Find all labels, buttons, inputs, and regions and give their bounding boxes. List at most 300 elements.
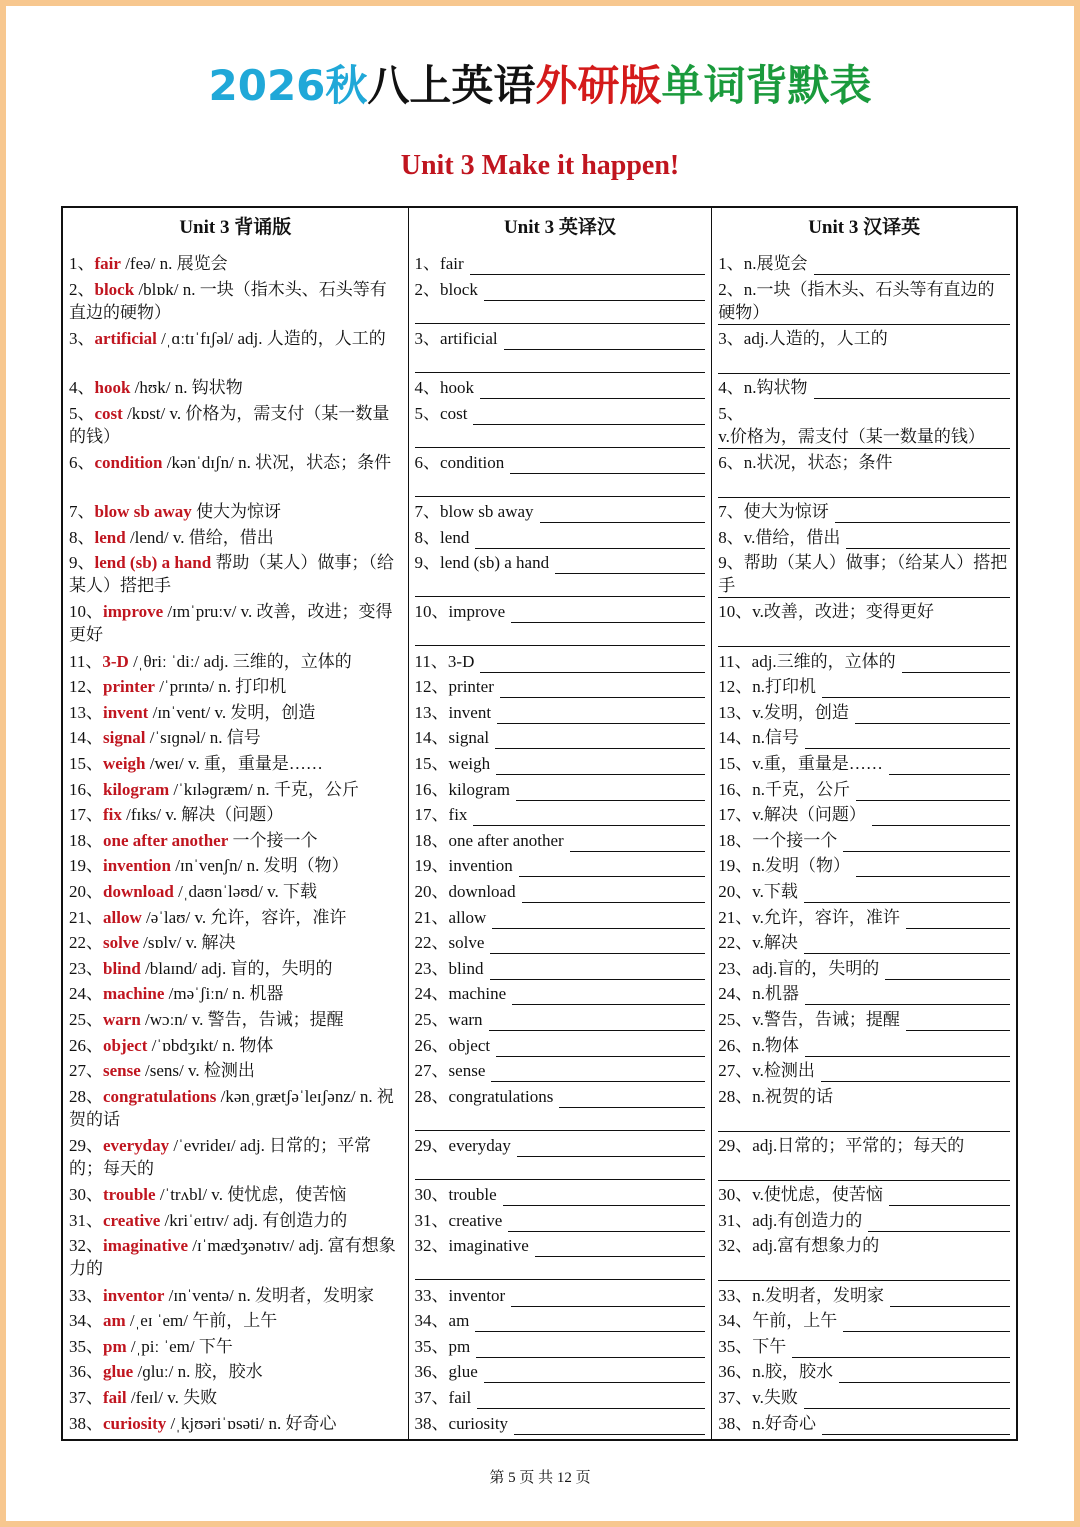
cn-to-en-entry xyxy=(718,1412,1010,1435)
recite-entry xyxy=(69,1234,402,1280)
answer-blank-line[interactable] xyxy=(718,1117,1010,1132)
en-to-cn-entry xyxy=(415,376,706,399)
fill-row xyxy=(718,829,1010,852)
entry-number: 29、 xyxy=(69,1136,103,1155)
answer-blank-line[interactable] xyxy=(415,358,706,373)
answer-blank-line[interactable] xyxy=(415,309,706,324)
recite-column xyxy=(63,208,408,1439)
vocab-word: trouble xyxy=(103,1185,156,1205)
fill-row xyxy=(718,1412,1010,1435)
vocab-word: signal xyxy=(103,728,146,748)
answer-blank[interactable] xyxy=(843,1315,1010,1332)
title-part: 2026秋 xyxy=(208,61,368,110)
entry-number: 13、 xyxy=(414,702,449,722)
answer-blank-line[interactable] xyxy=(718,483,1010,498)
vocab-word: am xyxy=(103,1311,126,1331)
recite-entry xyxy=(69,500,402,523)
en-to-cn-entry xyxy=(415,1335,706,1358)
fill-row xyxy=(415,752,706,775)
vocab-word: printer xyxy=(103,677,155,697)
answer-blank[interactable] xyxy=(792,1341,1010,1358)
answer-blank[interactable] xyxy=(490,937,705,954)
entry-number: 26、 xyxy=(414,1035,449,1055)
cn-to-en-entry xyxy=(718,1234,1010,1283)
cn-to-en-entry xyxy=(718,957,1010,980)
entry-number: 5、 xyxy=(69,403,95,423)
answer-blank[interactable] xyxy=(856,860,1010,877)
fill-row xyxy=(718,906,1010,929)
recite-entry xyxy=(69,701,402,724)
answer-blank[interactable] xyxy=(822,1418,1010,1435)
answer-blank[interactable] xyxy=(885,963,1010,980)
recite-entry xyxy=(69,1034,402,1057)
prompt-word: glue xyxy=(448,1362,478,1382)
fill-row xyxy=(718,957,1010,980)
entry-number: 23、 xyxy=(718,958,753,978)
fill-row xyxy=(415,376,706,399)
prompt-word: printer xyxy=(448,677,494,697)
recite-entry xyxy=(69,451,402,474)
entry-number: 30、 xyxy=(414,1185,449,1205)
recite-entry xyxy=(69,650,402,673)
en-to-cn-column xyxy=(408,208,712,1439)
answer-blank[interactable] xyxy=(473,408,705,425)
answer-blank[interactable] xyxy=(805,988,1010,1005)
answer-blank-line[interactable] xyxy=(718,359,1010,374)
vocab-word: congratulations xyxy=(103,1086,217,1106)
answer-blank[interactable] xyxy=(519,860,706,877)
vocab-word: blow sb away xyxy=(94,502,192,521)
answer-blank[interactable] xyxy=(491,1065,705,1082)
answer-blank[interactable] xyxy=(490,963,706,980)
en-to-cn-entry xyxy=(415,1008,706,1031)
answer-blank[interactable] xyxy=(510,457,705,474)
entry-number: 17、 xyxy=(414,805,449,825)
answer-blank[interactable] xyxy=(492,912,705,929)
en-to-cn-entry xyxy=(415,451,706,497)
entry-number: 34、 xyxy=(69,1311,103,1331)
answer-blank-line[interactable] xyxy=(415,631,706,646)
answer-blank[interactable] xyxy=(868,1215,1010,1232)
answer-blank[interactable] xyxy=(906,912,1010,929)
en-to-cn-entry xyxy=(415,1386,706,1409)
answer-blank-line[interactable] xyxy=(415,1265,706,1280)
answer-blank[interactable] xyxy=(839,1366,1010,1383)
en-to-cn-entry xyxy=(415,1034,706,1057)
entry-number: 3、 xyxy=(414,328,441,348)
entry-number: 25、 xyxy=(69,1010,103,1029)
answer-blank[interactable] xyxy=(508,1215,705,1232)
answer-blank-line[interactable] xyxy=(718,1266,1010,1281)
fill-row xyxy=(718,500,1010,523)
vocab-word: everyday xyxy=(103,1136,170,1155)
entry-number: 8、 xyxy=(718,527,744,547)
prompt-meaning: v.借给，借出 xyxy=(743,527,841,547)
fill-row xyxy=(415,551,706,574)
answer-blank-line[interactable] xyxy=(415,433,706,448)
entry-number: 33、 xyxy=(69,1285,103,1305)
entry-definition: /ˈtrʌbl/ v. 使忧虑，使苦恼 xyxy=(155,1185,347,1205)
en-to-cn-entry xyxy=(415,803,706,826)
fill-row xyxy=(415,451,706,474)
entry-number: 22、 xyxy=(414,933,449,953)
entry-number: 36、 xyxy=(718,1362,753,1382)
prompt-word: fair xyxy=(440,254,464,273)
cn-to-en-entry xyxy=(718,880,1010,903)
page-number: 第 5 页 共 12 页 xyxy=(489,1470,591,1486)
fill-row xyxy=(415,880,706,903)
answer-blank-line[interactable] xyxy=(718,1166,1010,1181)
entry-definition: /weɪ/ v. 重，重量是…… xyxy=(145,754,323,773)
vocab-word: glue xyxy=(103,1362,134,1382)
en-to-cn-entry xyxy=(415,957,706,980)
en-to-cn-entry xyxy=(415,906,706,929)
answer-blank[interactable] xyxy=(890,1290,1010,1307)
cn-to-en-entry xyxy=(718,1360,1010,1383)
vocab-word: 3-D xyxy=(102,651,129,671)
answer-blank[interactable] xyxy=(497,707,705,724)
prompt-word: weigh xyxy=(448,754,491,773)
recite-entry xyxy=(69,1309,402,1332)
vocab-word: solve xyxy=(103,933,139,953)
answer-blank-line[interactable] xyxy=(718,310,1010,325)
vocab-word: artificial xyxy=(94,328,157,348)
entry-number: 18、 xyxy=(718,830,753,850)
prompt-meaning: adj.人造的，人工的 xyxy=(743,328,888,348)
answer-blank-line[interactable] xyxy=(415,1165,706,1180)
en-to-cn-entry xyxy=(415,1360,706,1383)
answer-blank[interactable] xyxy=(889,1189,1010,1206)
answer-blank[interactable] xyxy=(500,681,705,698)
prompt-word: object xyxy=(448,1035,491,1055)
entry-number: 10、 xyxy=(718,602,753,622)
answer-blank[interactable] xyxy=(902,656,1010,673)
recite-entry xyxy=(69,526,402,549)
entry-definition: /ɪnˈvent/ v. 发明，创造 xyxy=(148,702,316,722)
entry-number: 12、 xyxy=(718,677,753,697)
answer-blank[interactable] xyxy=(489,1014,706,1031)
answer-blank[interactable] xyxy=(814,258,1010,275)
entry-number: 15、 xyxy=(414,754,449,773)
fill-row xyxy=(718,880,1010,903)
column-header-en-to-cn: Unit 3 英译汉 xyxy=(503,217,616,238)
entry-definition: /lend/ v. 借给，借出 xyxy=(125,527,274,547)
answer-blank[interactable] xyxy=(516,784,705,801)
answer-blank[interactable] xyxy=(846,532,1010,549)
answer-blank-line[interactable] xyxy=(415,482,706,497)
entry-number: 6、 xyxy=(718,452,744,472)
cn-to-en-entry xyxy=(718,778,1010,801)
prompt-word: creative xyxy=(448,1210,503,1230)
cn-to-en-entry xyxy=(718,752,1010,775)
entry-number: 23、 xyxy=(69,958,103,978)
answer-blank[interactable] xyxy=(480,382,705,399)
entry-number: 36、 xyxy=(69,1362,103,1382)
fill-row xyxy=(718,726,1010,749)
vocab-word: weigh xyxy=(103,754,146,773)
recite-entry xyxy=(69,1386,402,1409)
prompt-meaning: adj.盲的，失明的 xyxy=(752,958,880,978)
entry-definition: /kənˈdɪʃn/ n. 状况，状态；条件 xyxy=(162,452,392,472)
vocab-word: improve xyxy=(103,602,164,622)
entry-number: 25、 xyxy=(718,1010,753,1029)
fill-row xyxy=(415,1234,706,1257)
fill-row xyxy=(415,1059,706,1082)
entry-number: 8、 xyxy=(414,527,441,547)
recite-entry xyxy=(69,880,402,903)
answer-blank[interactable] xyxy=(473,809,705,826)
vocab-word: condition xyxy=(94,452,163,472)
entry-number: 13、 xyxy=(718,702,753,722)
answer-blank[interactable] xyxy=(496,1040,705,1057)
prompt-meaning: v.解决（问题） xyxy=(752,805,866,825)
prompt-word: 3-D xyxy=(447,651,475,671)
answer-blank[interactable] xyxy=(804,937,1010,954)
answer-blank[interactable] xyxy=(511,606,705,623)
prompt-meaning: adj.有创造力的 xyxy=(752,1210,863,1230)
answer-blank[interactable] xyxy=(805,732,1010,749)
answer-blank[interactable] xyxy=(821,1065,1010,1082)
answer-blank[interactable] xyxy=(484,1366,705,1383)
vocab-word: warn xyxy=(103,1010,141,1029)
fill-row xyxy=(415,650,706,673)
entry-number: 24、 xyxy=(718,984,753,1004)
prompt-meaning: n.打印机 xyxy=(752,677,817,697)
vocab-word: fix xyxy=(103,805,122,825)
entry-number: 11、 xyxy=(414,651,448,671)
answer-blank-line[interactable] xyxy=(718,583,1010,598)
recite-entry xyxy=(69,1085,402,1131)
answer-blank[interactable] xyxy=(504,333,706,350)
entry-number: 15、 xyxy=(718,754,753,773)
prompt-meaning: 午前，上午 xyxy=(752,1311,838,1331)
prompt-word: am xyxy=(448,1311,470,1331)
entry-number: 19、 xyxy=(414,856,449,876)
answer-blank[interactable] xyxy=(843,835,1010,852)
cn-to-en-entry xyxy=(718,1209,1010,1232)
answer-blank-line[interactable] xyxy=(718,632,1010,647)
entry-number: 25、 xyxy=(414,1010,449,1029)
answer-blank[interactable] xyxy=(570,835,706,852)
answer-blank[interactable] xyxy=(822,681,1010,698)
entry-definition: /ˈprɪntə/ n. 打印机 xyxy=(154,677,287,697)
answer-blank[interactable] xyxy=(476,1341,705,1358)
recite-entry xyxy=(69,752,402,775)
prompt-meaning: n.状况，状态；条件 xyxy=(743,452,893,472)
vocab-word: lend xyxy=(94,527,126,547)
answer-blank[interactable] xyxy=(517,1140,705,1157)
fill-row xyxy=(415,402,706,425)
entry-number: 34、 xyxy=(414,1311,449,1331)
fill-row xyxy=(718,1335,1010,1358)
en-to-cn-entry xyxy=(415,931,706,954)
vocab-table xyxy=(61,206,1018,1441)
entry-number: 1、 xyxy=(718,254,744,273)
fill-row xyxy=(415,778,706,801)
prompt-meaning: v.检测出 xyxy=(752,1061,815,1081)
answer-blank[interactable] xyxy=(805,1040,1010,1057)
prompt-meaning: n.好奇心 xyxy=(752,1413,817,1433)
entry-definition: /fɪks/ v. 解决（问题） xyxy=(121,805,284,825)
answer-blank[interactable] xyxy=(522,886,706,903)
answer-blank[interactable] xyxy=(540,506,706,523)
answer-blank[interactable] xyxy=(889,758,1010,775)
prompt-meaning: n.机器 xyxy=(752,984,800,1004)
en-to-cn-entry xyxy=(415,1134,706,1180)
entry-definition: /feə/ n. 展览会 xyxy=(120,254,228,273)
prompt-word: lend xyxy=(440,527,470,547)
en-to-cn-entry xyxy=(415,1085,706,1131)
entry-number: 31、 xyxy=(414,1210,449,1230)
cn-to-en-entry xyxy=(718,1309,1010,1332)
fill-row xyxy=(718,778,1010,801)
answer-blank[interactable] xyxy=(555,557,705,574)
answer-blank[interactable] xyxy=(856,784,1010,801)
prompt-word: solve xyxy=(448,933,485,953)
entry-number: 26、 xyxy=(69,1035,103,1055)
unit-subtitle: Unit 3 Make it happen! xyxy=(400,150,680,181)
answer-blank[interactable] xyxy=(470,258,706,275)
entry-number: 35、 xyxy=(414,1336,449,1356)
en-to-cn-entry xyxy=(415,854,706,877)
answer-blank[interactable] xyxy=(495,732,705,749)
recite-entry xyxy=(69,278,402,324)
answer-blank[interactable] xyxy=(484,284,705,301)
recite-entry xyxy=(69,600,402,646)
en-to-cn-entry xyxy=(415,982,706,1005)
entry-number: 37、 xyxy=(414,1388,449,1407)
fill-row xyxy=(718,1209,1010,1232)
answer-blank[interactable] xyxy=(835,506,1010,523)
prompt-meaning: 一个接一个 xyxy=(752,830,838,850)
fill-row xyxy=(718,1034,1010,1057)
answer-blank[interactable] xyxy=(512,988,705,1005)
answer-blank[interactable] xyxy=(872,809,1010,826)
en-to-cn-entry xyxy=(415,1183,706,1206)
vocab-word: fail xyxy=(103,1388,127,1407)
entry-number: 14、 xyxy=(718,728,753,748)
cn-to-en-entry xyxy=(718,982,1010,1005)
answer-blank-line[interactable] xyxy=(415,582,706,597)
answer-blank-line[interactable] xyxy=(718,434,1010,449)
answer-blank-line[interactable] xyxy=(415,1116,706,1131)
cn-to-en-entry xyxy=(718,278,1010,327)
entry-number: 30、 xyxy=(718,1185,753,1205)
en-to-cn-entry xyxy=(415,252,706,275)
entry-number: 4、 xyxy=(414,378,441,397)
answer-blank[interactable] xyxy=(906,1014,1010,1031)
entry-number: 37、 xyxy=(718,1388,753,1407)
vocab-word: machine xyxy=(103,984,165,1004)
prompt-word: cost xyxy=(440,403,468,423)
recite-entry xyxy=(69,1360,402,1383)
entry-number: 17、 xyxy=(69,805,103,825)
answer-blank[interactable] xyxy=(511,1290,705,1307)
entry-number: 29、 xyxy=(718,1136,753,1155)
answer-blank[interactable] xyxy=(503,1189,706,1206)
answer-blank[interactable] xyxy=(514,1418,705,1435)
entry-definition: /ɪnˈventə/ n. 发明者，发明家 xyxy=(164,1285,375,1305)
answer-blank[interactable] xyxy=(475,532,705,549)
answer-blank[interactable] xyxy=(535,1240,705,1257)
entry-definition: 帮助（某人）做事；（给某人）搭把手 xyxy=(69,553,394,596)
prompt-meaning: n.展览会 xyxy=(743,254,808,273)
answer-blank[interactable] xyxy=(559,1091,705,1108)
fill-row xyxy=(718,1386,1010,1409)
entry-number: 38、 xyxy=(69,1413,103,1433)
entry-definition: 一个接一个 xyxy=(228,830,318,850)
cn-to-en-entry xyxy=(718,854,1010,877)
entry-definition: /ˌdaʊnˈləʊd/ v. 下载 xyxy=(173,882,318,901)
en-to-cn-entry xyxy=(415,1059,706,1082)
answer-blank[interactable] xyxy=(480,656,705,673)
entry-number: 4、 xyxy=(69,378,95,397)
prompt-word: trouble xyxy=(448,1185,497,1205)
fill-row xyxy=(718,675,1010,698)
entry-number: 27、 xyxy=(414,1061,449,1081)
entry-number: 11、 xyxy=(69,651,103,671)
entry-number: 12、 xyxy=(414,677,449,697)
entry-number: 20、 xyxy=(414,882,449,901)
entry-number: 21、 xyxy=(414,907,449,927)
cn-to-en-entry xyxy=(718,551,1010,600)
fill-row xyxy=(415,1085,706,1108)
fill-row xyxy=(415,726,706,749)
entry-number: 18、 xyxy=(414,830,449,850)
entry-definition: /ˌeɪ ˈem/ 午前，上午 xyxy=(125,1311,278,1331)
prompt-meaning: n.一块（指木头、石头等有直边的硬物） xyxy=(718,279,995,322)
prompt-meaning: v.下载 xyxy=(752,882,798,901)
answer-blank[interactable] xyxy=(496,758,705,775)
fill-row xyxy=(718,376,1010,399)
entry-definition: /feɪl/ v. 失败 xyxy=(126,1388,218,1407)
entry-number: 29、 xyxy=(414,1136,449,1155)
answer-blank[interactable] xyxy=(475,1315,705,1332)
entry-definition: /əˈlaʊ/ v. 允许，容许，准许 xyxy=(141,907,347,927)
answer-blank[interactable] xyxy=(804,886,1010,903)
fill-row xyxy=(415,1360,706,1383)
recite-entry xyxy=(69,726,402,749)
recite-entry xyxy=(69,1209,402,1232)
fill-row xyxy=(415,600,706,623)
cn-to-en-entry xyxy=(718,500,1010,523)
entry-number: 35、 xyxy=(69,1336,103,1356)
entry-number: 9、 xyxy=(718,553,744,573)
prompt-meaning: v.解决 xyxy=(752,933,798,953)
prompt-meaning: adj.日常的；平常的；每天的 xyxy=(752,1136,965,1155)
entry-number: 26、 xyxy=(718,1035,753,1055)
entry-definition: /ˈɒbdʒɪkt/ n. 物体 xyxy=(147,1035,274,1055)
entry-definition: /blaɪnd/ adj. 盲的，失明的 xyxy=(140,958,333,978)
fill-row xyxy=(415,1412,706,1435)
entry-definition: /ˈsɪɡnəl/ n. 信号 xyxy=(145,728,261,748)
fill-row xyxy=(718,252,1010,275)
prompt-meaning: n.发明（物） xyxy=(752,856,851,876)
answer-blank[interactable] xyxy=(814,382,1010,399)
answer-blank[interactable] xyxy=(804,1392,1010,1409)
en-to-cn-entry xyxy=(415,650,706,673)
fill-row xyxy=(415,803,706,826)
answer-blank[interactable] xyxy=(855,707,1010,724)
fill-row xyxy=(415,1134,706,1157)
entry-definition: /ˌθriː ˈdiː/ adj. 三维的，立体的 xyxy=(128,651,352,671)
entry-number: 18、 xyxy=(69,830,103,850)
answer-blank[interactable] xyxy=(477,1392,705,1409)
entry-number: 30、 xyxy=(69,1185,103,1205)
fill-row xyxy=(718,526,1010,549)
fill-row xyxy=(415,526,706,549)
en-to-cn-entry xyxy=(415,675,706,698)
